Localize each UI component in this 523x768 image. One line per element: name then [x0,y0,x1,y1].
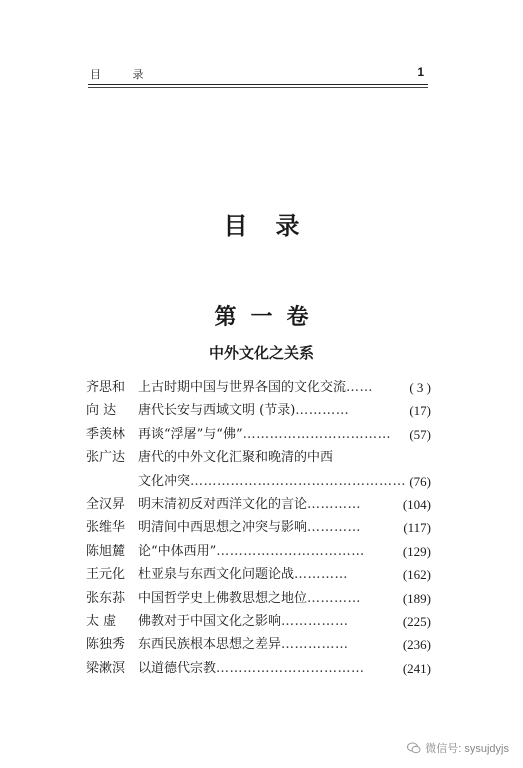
toc-entry [86,376,431,399]
toc-page: (76) [409,473,431,489]
toc-entry [86,657,431,680]
toc-author: 张维华 [86,520,126,536]
toc-entry [86,399,431,422]
toc-author: 张广达 [86,450,126,466]
toc-author: 向 达 [86,403,117,419]
toc-title: 佛教对于中国文化之影响…………… [138,613,349,629]
toc-title: 杜亚泉与东西文化问题论战………… [138,567,349,583]
toc-title: 唐代的中外文化汇聚和晚清的中西 [138,450,334,466]
toc-author: 梁漱溟 [86,660,126,676]
toc-author: 陈独秀 [86,637,126,653]
toc-page: (241) [402,660,431,676]
page-title: 目录 [223,212,328,240]
toc-entry [86,563,431,586]
toc-page: (189) [402,590,431,606]
toc-entry [86,587,431,610]
toc-page: (162) [402,567,431,583]
toc-entry [86,470,431,493]
toc-title: 明末清初反对西洋文化的言论………… [138,496,362,512]
toc-title: 明清间中西思想之冲突与影响………… [138,520,362,536]
toc-title: 东西民族根本思想之差异…………… [138,637,349,653]
volume-heading: 第一卷 [214,304,323,330]
toc-page: (117) [403,520,431,536]
toc-title: 中国哲学史上佛教思想之地位………… [138,590,362,606]
toc-entry [86,446,431,469]
header-rule [88,84,428,85]
toc-author: 全汉昇 [86,496,126,512]
toc-title: 以道德代宗教…………………………… [138,660,365,676]
watermark [407,740,509,756]
header-rule-thin [88,87,428,88]
toc-page: ( 3 ) [409,380,431,395]
section-heading: 中外文化之关系 [208,344,314,362]
toc-entry [86,540,431,563]
toc-author: 季羡林 [86,426,126,442]
toc-author: 王元化 [86,567,126,583]
table-of-contents [86,376,431,680]
toc-author: 齐思和 [86,380,126,395]
toc-entry [86,516,431,539]
toc-page: (17) [409,403,431,419]
toc-page: (129) [402,543,431,559]
toc-entry [86,633,431,656]
toc-author: 陈旭麓 [86,543,126,559]
toc-page: (236) [402,637,431,653]
toc-page: (104) [402,496,431,512]
toc-author: 张东荪 [86,590,126,606]
watermark-text: 微信号: sysujdyjs [425,743,509,755]
header-label: 目 录 [90,68,158,81]
toc-page: (225) [402,613,431,629]
toc-title: 论“中体西用”…………………………… [138,543,365,559]
running-header [88,66,428,86]
page-number: 1 [417,65,424,79]
toc-page: (57) [409,426,431,442]
toc-title: 唐代长安与西域文明 (节录)………… [138,403,350,419]
toc-entry [86,610,431,633]
toc-title: 再谈“浮屠”与“佛”…………………………… [138,426,392,442]
toc-title: 上古时期中国与世界各国的文化交流…… [138,380,374,395]
toc-entry [86,423,431,446]
toc-title: 文化冲突………………………………………… [138,473,407,489]
wechat-icon [407,742,421,754]
toc-entry [86,493,431,516]
toc-author: 太 虚 [86,613,117,629]
